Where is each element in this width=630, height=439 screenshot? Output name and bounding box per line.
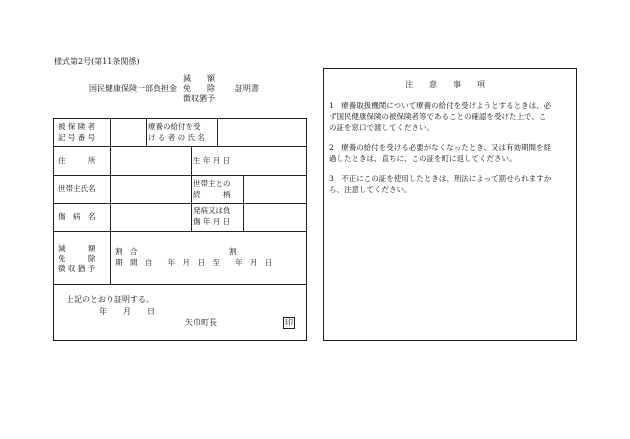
insured-number-field[interactable] <box>110 119 145 145</box>
note-1-line2: ず国民健康保険の被保険者等であることの確認を受けた上で、こ <box>329 112 547 121</box>
relation-label-1: 世帯主との <box>193 179 231 188</box>
form-id: 様式第2号(第11条関係) <box>54 57 140 66</box>
onset-label-1: 発病又は負 <box>193 206 231 215</box>
type-label-2: 免 除 <box>58 254 96 263</box>
note-1-line3: の証を窓口で渡してください。 <box>329 123 434 132</box>
insured-label-2: 記 号 番 号 <box>58 133 96 142</box>
relation-field[interactable] <box>243 175 306 202</box>
notes-heading: 注 意 事 項 <box>405 80 485 89</box>
relation-label-2: 続 柄 <box>193 190 231 199</box>
householder-label: 世帯主氏名 <box>58 184 96 193</box>
note-2-line1: 2 療養の給付を受ける必要がなくなったとき、又は有効期間を経 <box>329 143 551 152</box>
note-2-line2: 過したときは、直ちに、この証を町に返してください。 <box>329 154 517 163</box>
disease-label: 傷 病 名 <box>58 212 96 221</box>
insured-label-1: 被 保 険 者 <box>58 122 96 131</box>
note-3-line1: 3 不正にこの証を使用したときは、刑法によって罰せられますか <box>329 174 552 183</box>
title-line2-mid: 免 除 <box>183 84 215 93</box>
recipient-label-1: 療養の給付を受 <box>148 122 201 131</box>
birth-field[interactable] <box>243 146 306 174</box>
type-label-3: 徴 収 猶 予 <box>58 264 96 273</box>
disease-field[interactable] <box>110 203 190 230</box>
title-line2-right: 証明書 <box>235 84 259 93</box>
address-field[interactable] <box>110 146 190 174</box>
seal-box: 印 <box>285 318 293 327</box>
ratio-unit: 割 <box>229 247 237 256</box>
certification-statement: 上記のとおり証明する。 <box>66 295 154 304</box>
onset-field[interactable] <box>243 203 306 230</box>
period-label: 期 間 自 年 月 日 至 年 月 日 <box>115 258 273 267</box>
title-line2-left: 国民健康保険一部負担金 <box>89 84 177 93</box>
issuer-name: 矢巾町長 <box>185 318 217 327</box>
recipient-label-2: け る 者 の 氏 名 <box>148 133 205 142</box>
title-line3: 徴収猶予 <box>183 94 215 103</box>
address-label: 住 所 <box>58 156 96 165</box>
householder-field[interactable] <box>110 175 190 202</box>
onset-label-2: 傷 年 月 日 <box>193 217 231 226</box>
title-line1: 減 額 <box>183 74 215 83</box>
note-1-line1: 1 療養取扱機関について療養の給付を受けようとするときは、必 <box>329 101 552 110</box>
type-label-1: 減 額 <box>58 244 96 253</box>
ratio-label: 割 合 <box>115 247 138 256</box>
recipient-name-field[interactable] <box>217 119 306 145</box>
birth-label: 生 年 月 日 <box>193 156 231 165</box>
certification-date: 年 月 日 <box>99 307 155 316</box>
note-3-line2: ら、注意してください。 <box>329 185 412 194</box>
